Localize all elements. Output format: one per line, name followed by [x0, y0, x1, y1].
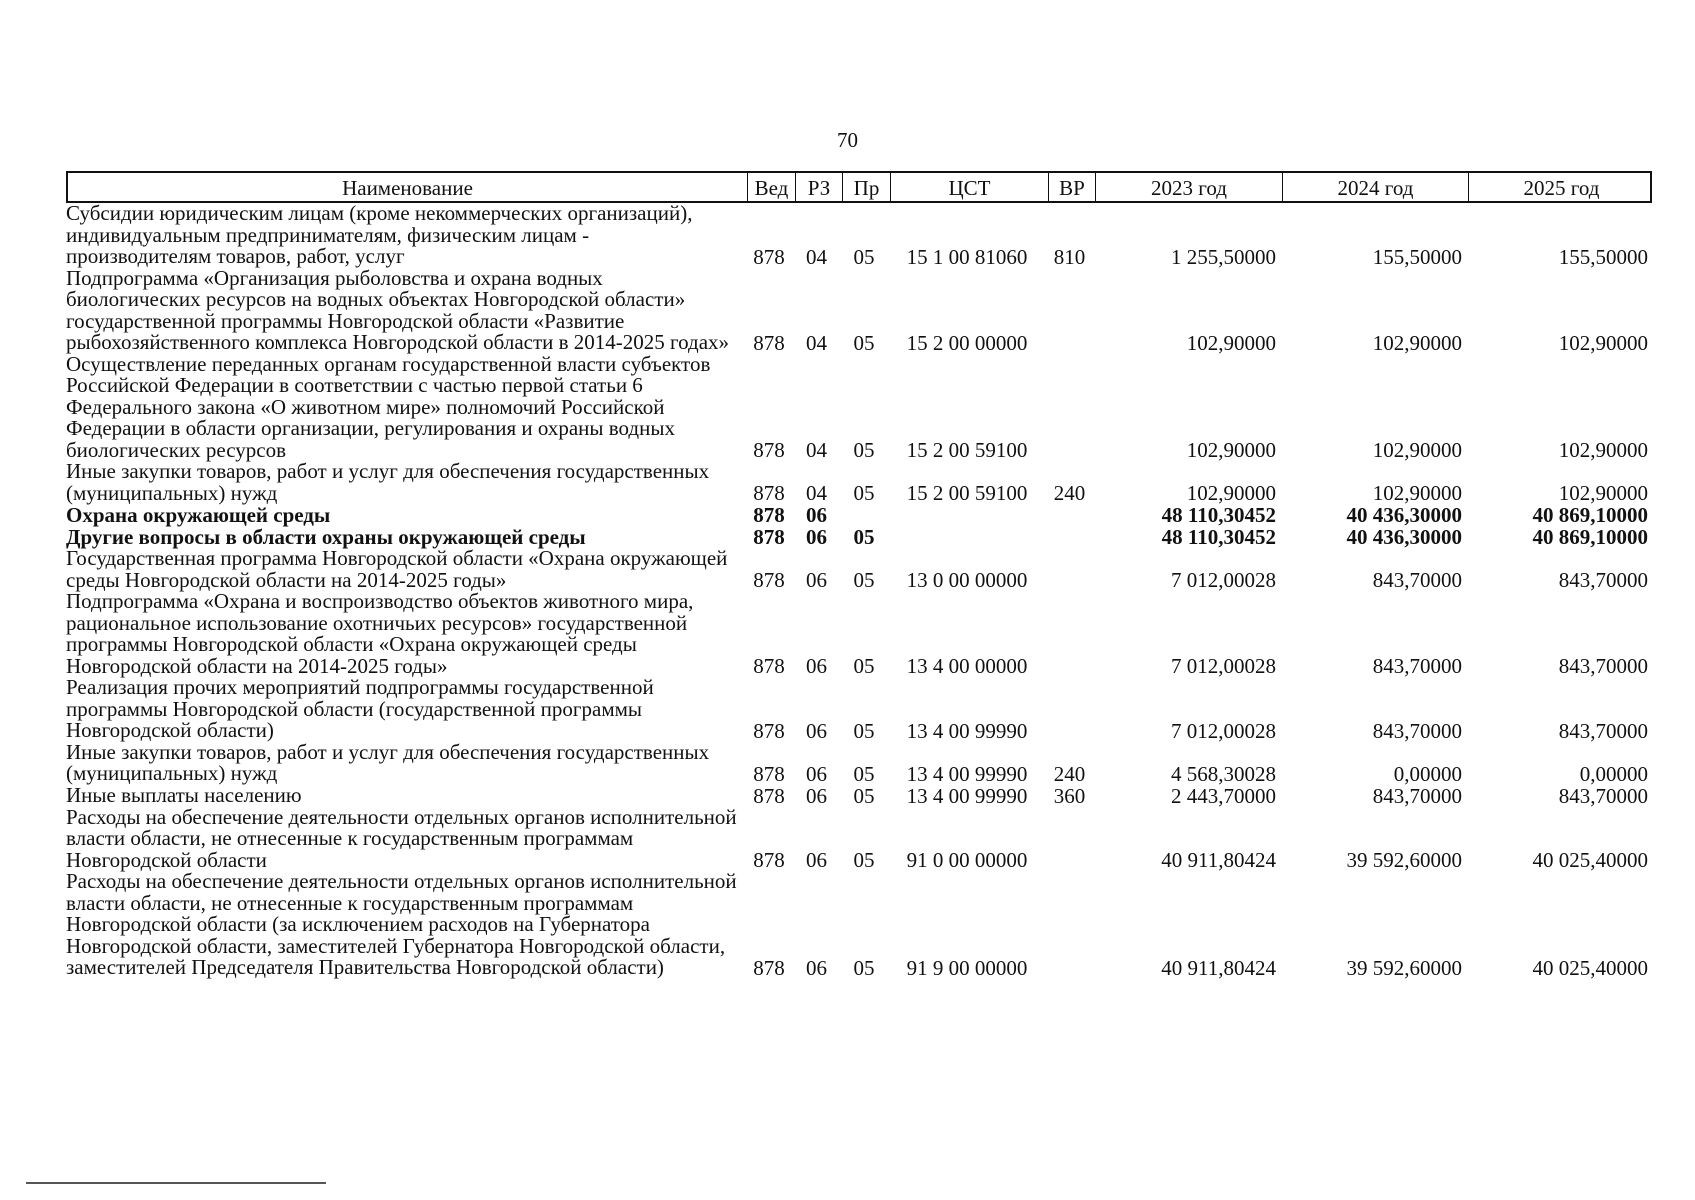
- row-2025: 843,70000: [1558, 718, 1648, 743]
- row-2025: 102,90000: [1558, 330, 1648, 355]
- budget-table: [66, 171, 1652, 979]
- row-pr: 05: [853, 761, 875, 786]
- row-name: Реализация прочих мероприятий подпрограммы государственной программы Новгородской области (государственной программы Новгородской области): [66, 675, 654, 742]
- row-rz: 04: [806, 481, 827, 505]
- row-2023: 102,90000: [1186, 330, 1276, 355]
- row-rz: 04: [806, 244, 827, 269]
- row-2025: 40 025,40000: [1532, 955, 1648, 980]
- row-2025: 40 869,10000: [1532, 503, 1648, 527]
- row-cst: 13 4 00 99990: [906, 761, 1028, 786]
- row-rz: 06: [806, 783, 827, 808]
- row-rz: 06: [806, 568, 827, 592]
- header-ved: Вед: [747, 173, 795, 203]
- header-2024: 2024 год: [1282, 173, 1468, 203]
- footer-rule: [26, 1182, 326, 1184]
- table-row: [66, 804, 1652, 872]
- header-2023: 2023 год: [1095, 173, 1282, 203]
- table-row: [66, 526, 1652, 548]
- row-pr: 05: [853, 848, 875, 872]
- row-pr: 05: [853, 330, 875, 355]
- table-row: [66, 591, 1652, 677]
- row-vr: 360: [1053, 783, 1086, 808]
- row-ved: 878: [753, 783, 785, 808]
- row-ved: 878: [753, 481, 785, 505]
- row-2025: 843,70000: [1558, 783, 1648, 808]
- row-ved: 878: [753, 718, 785, 743]
- row-cst: 15 1 00 81060: [906, 244, 1028, 269]
- table-row: [66, 871, 1652, 979]
- table-row: [66, 351, 1652, 462]
- row-2024: 843,70000: [1372, 783, 1462, 808]
- row-name: Охрана окружающей среды: [66, 502, 331, 527]
- row-2025: 0,00000: [1579, 761, 1648, 786]
- page-number: 70: [837, 128, 858, 152]
- row-rz: 06: [806, 955, 827, 980]
- table-row: [66, 785, 1652, 807]
- row-rz: 06: [806, 718, 827, 743]
- row-cst: 15 2 00 00000: [906, 330, 1028, 355]
- row-2023: 7 012,00028: [1171, 718, 1276, 743]
- row-2023: 40 911,80424: [1161, 955, 1276, 980]
- row-2025: 843,70000: [1558, 654, 1648, 678]
- row-name: Иные выплаты населению: [66, 783, 302, 807]
- row-2024: 155,50000: [1372, 244, 1462, 269]
- row-pr: 05: [853, 718, 875, 743]
- row-name: Иные закупки товаров, работ и услуг для обеспечения государственных (муниципальных) нужд: [66, 739, 710, 785]
- row-name: Субсидии юридическим лицам (кроме некоммерческих организаций), индивидуальным предпринимателям, физическим лицам - производителям товаров, работ, услуг: [66, 201, 693, 268]
- row-ved: 878: [753, 761, 785, 786]
- table-row: [66, 504, 1652, 526]
- row-ved: 878: [753, 244, 785, 269]
- row-rz: 04: [806, 438, 827, 462]
- row-name: Иные закупки товаров, работ и услуг для обеспечения государственных (муниципальных) нужд: [66, 459, 710, 505]
- row-2023: 48 110,30452: [1161, 503, 1276, 527]
- row-2024: 843,70000: [1372, 718, 1462, 743]
- row-2024: 102,90000: [1372, 438, 1462, 462]
- table-row: [66, 265, 1652, 355]
- header-vr: ВР: [1048, 173, 1095, 203]
- row-2024: 39 592,60000: [1346, 848, 1462, 872]
- row-pr: 05: [853, 955, 875, 980]
- header-rz: РЗ: [795, 173, 842, 203]
- row-name: Государственная программа Новгородской области «Охрана окружающей среды Новгородской области на 2014-2025 годы»: [66, 546, 728, 592]
- row-2023: 48 110,30452: [1161, 525, 1276, 549]
- row-pr: 05: [853, 438, 875, 462]
- row-2025: 40 869,10000: [1532, 525, 1648, 549]
- row-2024: 39 592,60000: [1346, 955, 1462, 980]
- row-pr: 05: [853, 568, 875, 592]
- row-2024: 0,00000: [1393, 761, 1462, 786]
- row-cst: 13 4 00 00000: [906, 654, 1028, 678]
- row-pr: 05: [853, 654, 875, 678]
- table-body: [66, 203, 1652, 979]
- row-2023: 1 255,50000: [1171, 244, 1276, 269]
- row-cst: 91 9 00 00000: [906, 955, 1028, 980]
- row-rz: 06: [806, 848, 827, 872]
- row-2024: 843,70000: [1372, 654, 1462, 678]
- row-pr: 05: [853, 783, 875, 808]
- row-pr: 05: [853, 244, 875, 269]
- header-pr: Пр: [842, 173, 890, 203]
- row-ved: 878: [753, 525, 785, 549]
- row-rz: 04: [806, 330, 827, 355]
- row-name: Расходы на обеспечение деятельности отдельных органов исполнительной власти области, не отнесенные к государственным программам Новгородской области (за исключением расходов на Губернатора Новгородской области, заместителей Губернатора Новгородской области, заместителей Председателя Правительства Новгородской области): [66, 869, 737, 979]
- row-name: Подпрограмма «Организация рыболовства и охрана водных биологических ресурсов на водных объектах Новгородской области» государственной программы Новгородской области «Развитие рыбохозяйственного комплекса Новгородской области в 2014-2025 годах»: [66, 265, 730, 354]
- row-pr: 05: [853, 481, 875, 505]
- row-2023: 7 012,00028: [1171, 568, 1276, 592]
- row-2025: 155,50000: [1558, 244, 1648, 269]
- row-2024: 843,70000: [1372, 568, 1462, 592]
- row-name: Другие вопросы в области охраны окружающей среды: [66, 524, 586, 549]
- row-ved: 878: [753, 848, 785, 872]
- table-row: [66, 548, 1652, 591]
- row-ved: 878: [753, 438, 785, 462]
- row-name: Подпрограмма «Охрана и воспроизводство объектов животного мира, рациональное использование охотничьих ресурсов» государственной программы Новгородской области «Охрана окружающей среды Новгородской области на 2014-2025 годы»: [66, 589, 694, 678]
- row-2025: 102,90000: [1558, 438, 1648, 462]
- row-2025: 843,70000: [1558, 568, 1648, 592]
- row-2024: 102,90000: [1372, 481, 1462, 505]
- row-rz: 06: [806, 654, 827, 678]
- row-2024: 102,90000: [1372, 330, 1462, 355]
- row-2023: 102,90000: [1186, 438, 1276, 462]
- row-name: Осуществление переданных органам государственной власти субъектов Российской Федерации в соответствии с частью первой статьи 6 Федерального закона «О животном мире» полномочий Российской Федерации в области организации, регулирования и охраны водных биологических ресурсов: [66, 351, 711, 462]
- row-rz: 06: [806, 503, 827, 527]
- header-name: Наименование: [342, 176, 473, 200]
- row-2023: 102,90000: [1186, 481, 1276, 505]
- row-cst: 13 4 00 99990: [906, 783, 1028, 808]
- row-vr: 240: [1053, 761, 1086, 786]
- header-2025: 2025 год: [1468, 173, 1654, 203]
- row-2025: 102,90000: [1558, 481, 1648, 505]
- table-row: [66, 739, 1652, 786]
- row-pr: 05: [853, 525, 875, 549]
- row-2023: 7 012,00028: [1171, 654, 1276, 678]
- row-cst: 91 0 00 00000: [906, 848, 1028, 872]
- row-2023: 4 568,30028: [1171, 761, 1276, 786]
- row-2023: 40 911,80424: [1161, 848, 1276, 872]
- table-row: [66, 461, 1652, 504]
- row-vr: 240: [1053, 481, 1086, 505]
- row-ved: 878: [753, 503, 785, 527]
- row-rz: 06: [806, 525, 827, 549]
- row-ved: 878: [753, 654, 785, 678]
- table-row: [66, 677, 1652, 742]
- row-2024: 40 436,30000: [1346, 525, 1462, 549]
- row-cst: 13 4 00 99990: [906, 718, 1028, 743]
- row-cst: 15 2 00 59100: [906, 481, 1028, 505]
- table-header: [66, 171, 1652, 203]
- row-cst: 13 0 00 00000: [906, 568, 1028, 592]
- row-name: Расходы на обеспечение деятельности отдельных органов исполнительной власти области, не отнесенные к государственным программам Новгородской области: [66, 804, 737, 872]
- row-ved: 878: [753, 568, 785, 592]
- row-2025: 40 025,40000: [1532, 848, 1648, 872]
- row-ved: 878: [753, 955, 785, 980]
- table-row: [66, 203, 1652, 268]
- row-vr: 810: [1053, 244, 1086, 269]
- row-rz: 06: [806, 761, 827, 786]
- header-cst: ЦСТ: [890, 173, 1048, 203]
- row-2023: 2 443,70000: [1171, 783, 1276, 808]
- row-ved: 878: [753, 330, 785, 355]
- row-cst: 15 2 00 59100: [906, 438, 1028, 462]
- row-2024: 40 436,30000: [1346, 503, 1462, 527]
